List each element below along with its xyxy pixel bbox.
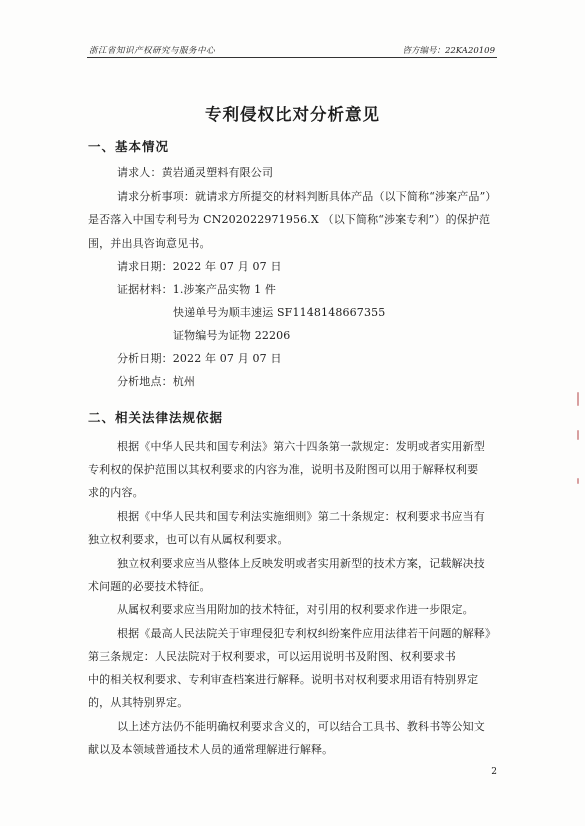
page-number: 2 <box>491 767 497 777</box>
evidence-line: 证据材料：1.涉案产品实物 1 件 <box>117 283 277 296</box>
seal-edge-mark <box>577 430 579 440</box>
law-paragraph-line: 的，从其特别界定。 <box>88 696 189 709</box>
section-heading-law: 二、相关法律法规依据 <box>88 410 224 425</box>
analysis-matter-line-3: 围，并出具咨询意见书。 <box>88 237 211 250</box>
request-date-line: 请求日期：2022 年 07 月 07 日 <box>117 260 282 273</box>
law-paragraph-line: 第三条规定：人民法院对于权利要求，可以运用说明书及附图、权利要求书 <box>88 650 456 663</box>
page-header <box>87 43 497 58</box>
analysis-date-line: 分析日期：2022 年 07 月 07 日 <box>117 352 282 365</box>
law-paragraph-line: 根据《中华人民共和国专利法》第六十四条第一款规定：发明或者实用新型 <box>117 440 485 453</box>
law-paragraph-line: 根据《中华人民共和国专利法实施细则》第二十条规定：权利要求书应当有 <box>117 510 485 523</box>
section-heading-basic: 一、基本情况 <box>88 139 170 154</box>
analysis-location-line: 分析地点：杭州 <box>117 375 196 388</box>
law-paragraph-line: 术问题的必要技术特征。 <box>88 580 211 593</box>
law-paragraph-line: 根据《最高人民法院关于审理侵犯专利权纠纷案件应用法律若干问题的解释》 <box>117 627 497 640</box>
analysis-matter-line-2: 是否落入中国专利号为 CN202022971956.X （以下简称“涉案专利”）的保护范 <box>88 213 491 226</box>
law-paragraph-line: 以上述方法仍不能明确权利要求含义的，可以结合工具书、教科书等公知文 <box>117 720 485 733</box>
tracking-number-line: 快递单号为顺丰速运 SF1148148667355 <box>173 306 386 319</box>
law-paragraph-line: 独立权利要求，也可以有从属权利要求。 <box>88 533 289 546</box>
header-organization: 浙江省知识产权研究与服务中心 <box>89 46 216 56</box>
seal-edge-mark <box>577 478 579 484</box>
law-paragraph-line: 献以及本领域普通技术人员的通常理解进行解释。 <box>88 743 334 756</box>
seal-edge-mark <box>577 392 579 406</box>
evidence-number-line: 证物编号为证物 22206 <box>173 329 291 342</box>
requester-line: 请求人：黄岩通灵塑料有限公司 <box>117 166 274 179</box>
law-paragraph-line: 专利权的保护范围以其权利要求的内容为准，说明书及附图可以用于解释权利要 <box>88 463 479 476</box>
law-paragraph-line: 从属权利要求应当用附加的技术特征，对引用的权利要求作进一步限定。 <box>117 603 474 616</box>
document-title: 专利侵权比对分析意见 <box>205 105 380 124</box>
analysis-matter-line: 请求分析事项：就请求方所提交的材料判断具体产品（以下简称“涉案产品”） <box>117 190 497 203</box>
header-document-code: 咨方编号：22KA20109 <box>402 46 495 56</box>
law-paragraph-line: 求的内容。 <box>88 486 144 499</box>
law-paragraph-line: 独立权利要求应当从整体上反映发明或者实用新型的技术方案，记载解决技 <box>117 557 485 570</box>
law-paragraph-line: 中的相关权利要求、专利审查档案进行解释。说明书对权利要求用语有特别界定 <box>88 673 479 686</box>
